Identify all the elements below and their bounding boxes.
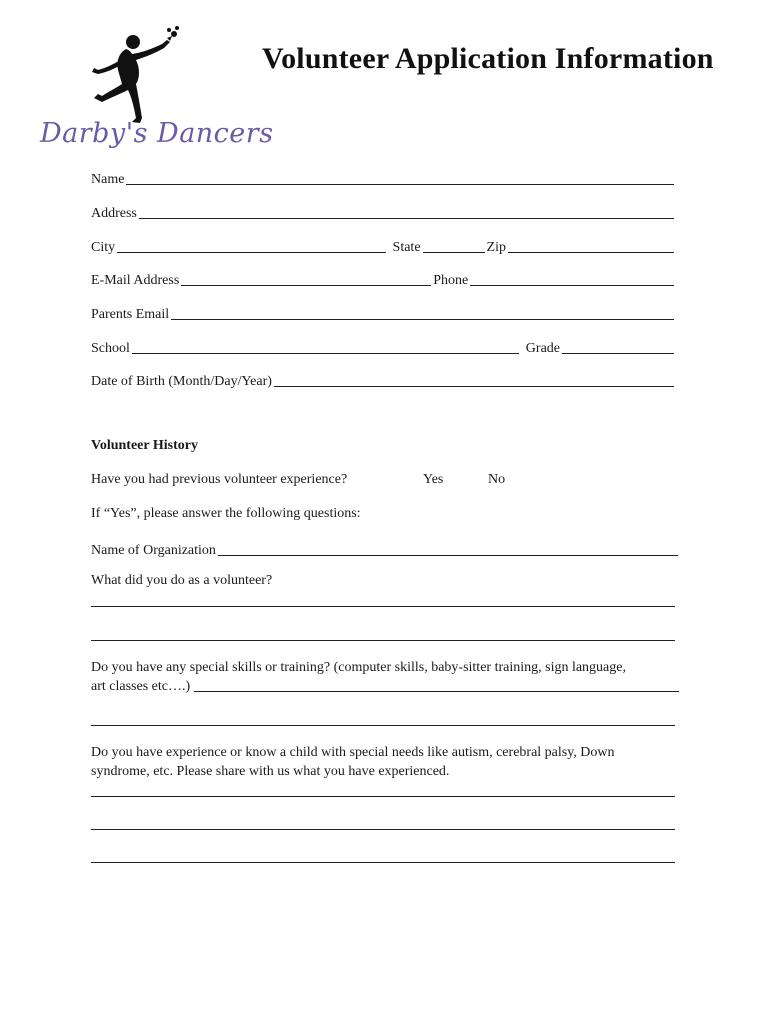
name-field[interactable] [126,170,674,185]
city-label: City [91,240,116,255]
grade-label: Grade [525,341,560,356]
skills-question-line-1: Do you have any special skills or training? (computer skills, baby-sitter training, sign language, [91,660,626,675]
city-row [91,236,676,256]
zip-label: Zip [486,240,506,255]
parents-email-label: Parents Email [91,307,170,322]
what-did-you-do-question: What did you do as a volunteer? [91,573,273,588]
zip-field[interactable] [508,238,674,253]
email-label: E-Mail Address [91,273,180,288]
special-needs-question-line-1: Do you have experience or know a child with special needs like autism, cerebral palsy, Down [91,745,615,760]
skills-answer-line[interactable] [91,725,675,726]
special-needs-answer-line-2[interactable] [91,829,675,830]
special-needs-answer-line-1[interactable] [91,796,675,797]
school-row [91,337,676,357]
page-title: Volunteer Application Information [262,42,714,75]
volunteer-answer-line-1[interactable] [91,606,675,607]
darbys-dancers-logo [36,22,276,150]
volunteer-answer-line-2[interactable] [91,640,675,641]
parents-email-field[interactable] [171,305,674,320]
logo-text: Darby's Dancers [40,118,274,149]
phone-label: Phone [433,273,469,288]
email-field[interactable] [181,271,431,286]
organization-label: Name of Organization [91,543,216,558]
state-label: State [392,240,421,255]
city-field[interactable] [117,238,385,253]
address-label: Address [91,206,137,221]
name-label: Name [91,172,125,187]
if-yes-instruction: If “Yes”, please answer the following questions: [91,506,361,521]
dob-row [91,370,676,390]
name-row [91,168,676,188]
address-field[interactable] [139,204,674,219]
yes-option[interactable]: Yes [423,472,444,487]
email-phone-row [91,269,676,289]
phone-field[interactable] [470,271,674,286]
skills-question [91,658,679,696]
volunteer-history-heading: Volunteer History [91,438,198,453]
special-needs-answer-line-3[interactable] [91,862,675,863]
skills-question-line-2-row [91,677,679,696]
grade-field[interactable] [562,339,674,354]
organization-field[interactable] [218,541,678,556]
dancer-silhouette-icon [36,22,276,132]
special-needs-question [91,743,679,781]
experience-question: Have you had previous volunteer experience? [91,472,348,487]
special-needs-question-line-2: syndrome, etc. Please share with us what you have experienced. [91,764,450,779]
state-field[interactable] [423,238,485,253]
organization-row [91,539,680,559]
school-field[interactable] [132,339,519,354]
school-label: School [91,341,130,356]
dob-label: Date of Birth (Month/Day/Year) [91,374,272,389]
no-option[interactable]: No [488,472,506,487]
dob-field[interactable] [274,372,674,387]
skills-answer-inline-line[interactable] [194,679,679,692]
parents-email-row [91,303,676,323]
skills-question-line-2: art classes etc….) [91,679,191,694]
address-row [91,202,676,222]
